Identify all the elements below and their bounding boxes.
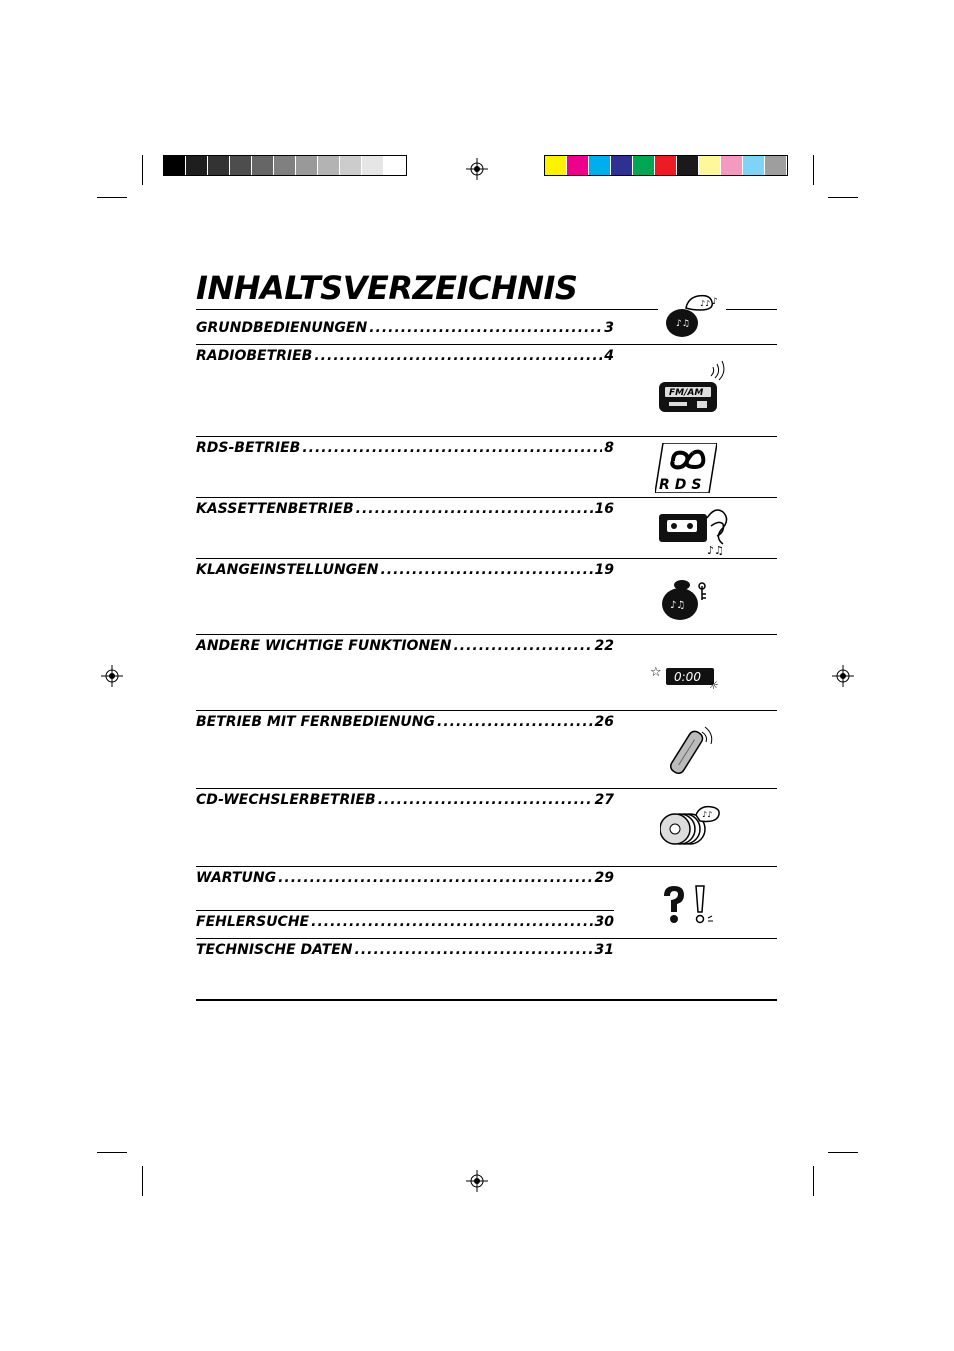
section-divider — [196, 344, 777, 345]
music-ball-icon — [660, 290, 722, 340]
toc-entry[interactable] — [196, 639, 614, 653]
toc-page-number: 22 — [594, 638, 614, 654]
rds-logo-icon — [655, 443, 717, 493]
section-divider — [196, 938, 777, 939]
gray-swatch — [362, 156, 384, 175]
gray-swatch — [252, 156, 274, 175]
toc-label: RADIOBETRIEB — [196, 348, 313, 364]
svg-text:RDS: RDS — [659, 477, 707, 493]
color-swatch — [633, 156, 655, 175]
color-swatch — [545, 156, 567, 175]
toc-label: GRUNDBEDIENUNGEN — [196, 320, 368, 336]
section-divider — [196, 558, 777, 559]
color-swatch — [765, 156, 787, 175]
svg-text:♪♫: ♪♫ — [670, 600, 686, 611]
color-swatch — [589, 156, 611, 175]
color-swatch — [699, 156, 721, 175]
registration-mark-icon — [832, 665, 854, 687]
color-swatch — [611, 156, 633, 175]
toc-label: WARTUNG — [196, 870, 277, 886]
toc-page-number: 26 — [594, 714, 614, 730]
section-divider — [196, 497, 777, 498]
toc-page-number: 30 — [594, 914, 614, 930]
gray-calibration-bar — [163, 155, 407, 176]
fm-am-radio-icon — [657, 358, 729, 416]
gray-swatch — [164, 156, 186, 175]
svg-text:♪♫: ♪♫ — [676, 319, 690, 329]
toc-label: KASSETTENBETRIEB — [196, 501, 354, 517]
toc-page-number: 8 — [604, 440, 614, 456]
toc-label: BETRIEB MIT FERNBEDIENUNG — [196, 714, 435, 730]
toc-page-number: 3 — [604, 320, 614, 336]
color-swatch — [743, 156, 765, 175]
section-divider — [196, 788, 777, 789]
svg-text:☼: ☼ — [708, 678, 719, 690]
color-swatch — [677, 156, 699, 175]
clock-display-icon — [650, 662, 722, 690]
page-title: INHALTSVERZEICHNIS — [196, 269, 578, 307]
crop-mark — [97, 197, 127, 198]
svg-text:FM/AM: FM/AM — [669, 388, 704, 398]
toc-page-number: 19 — [594, 562, 614, 578]
section-divider — [196, 634, 777, 635]
cd-changer-icon — [660, 803, 726, 847]
toc-label: ANDERE WICHTIGE FUNKTIONEN — [196, 638, 452, 654]
registration-mark-icon — [466, 158, 488, 180]
remote-control-icon — [660, 722, 718, 776]
registration-mark-icon — [466, 1170, 488, 1192]
bottom-rule — [196, 999, 777, 1001]
gray-swatch — [208, 156, 230, 175]
gray-swatch — [296, 156, 318, 175]
sound-ball-icon — [658, 576, 710, 622]
toc-label: KLANGEINSTELLUNGEN — [196, 562, 379, 578]
svg-text:♪♪: ♪♪ — [702, 810, 713, 819]
crop-mark — [142, 1166, 143, 1196]
toc-page-number: 27 — [594, 792, 614, 808]
section-divider — [196, 866, 777, 867]
toc-entry[interactable] — [196, 563, 614, 577]
toc-entry[interactable] — [196, 915, 614, 929]
gray-swatch — [186, 156, 208, 175]
color-calibration-bar — [544, 155, 788, 176]
crop-mark — [142, 155, 143, 185]
svg-text:♪♫: ♪♫ — [707, 544, 724, 557]
title-rule — [196, 309, 658, 310]
crop-mark — [97, 1152, 127, 1153]
gray-swatch — [274, 156, 296, 175]
toc-label: TECHNISCHE DATEN — [196, 942, 353, 958]
gray-swatch — [340, 156, 362, 175]
svg-text:♪: ♪ — [712, 297, 718, 307]
toc-entry[interactable] — [196, 871, 614, 885]
toc-page-number: 29 — [594, 870, 614, 886]
gray-swatch — [318, 156, 340, 175]
crop-mark — [828, 197, 858, 198]
toc-page-number: 31 — [594, 942, 614, 958]
toc-entry[interactable] — [196, 793, 614, 807]
toc-page-number: 16 — [594, 501, 614, 517]
crop-mark — [828, 1152, 858, 1153]
toc-entry[interactable] — [196, 321, 614, 335]
section-divider — [196, 910, 614, 911]
toc-label: RDS-BETRIEB — [196, 440, 301, 456]
toc-page-number: 4 — [604, 348, 614, 364]
crop-mark — [813, 155, 814, 185]
section-divider — [196, 710, 777, 711]
toc-entry[interactable] — [196, 349, 614, 363]
toc-entry[interactable] — [196, 943, 614, 957]
toc-label: FEHLERSUCHE — [196, 914, 310, 930]
crop-mark — [813, 1166, 814, 1196]
section-divider — [196, 436, 777, 437]
gray-swatch — [230, 156, 252, 175]
registration-mark-icon — [101, 665, 123, 687]
svg-text:0:00: 0:00 — [674, 670, 701, 684]
color-swatch — [721, 156, 743, 175]
cassette-icon — [657, 502, 729, 558]
toc-entry[interactable] — [196, 715, 614, 729]
toc-entry[interactable] — [196, 502, 614, 516]
color-swatch — [655, 156, 677, 175]
svg-text:☆: ☆ — [650, 665, 662, 680]
toc-entry[interactable] — [196, 441, 614, 455]
color-swatch — [567, 156, 589, 175]
toc-label: CD-WECHSLERBETRIEB — [196, 792, 376, 808]
question-exclamation-icon — [660, 884, 718, 926]
svg-text:♪♪: ♪♪ — [700, 299, 711, 308]
title-rule — [726, 309, 777, 310]
gray-swatch — [384, 156, 406, 175]
